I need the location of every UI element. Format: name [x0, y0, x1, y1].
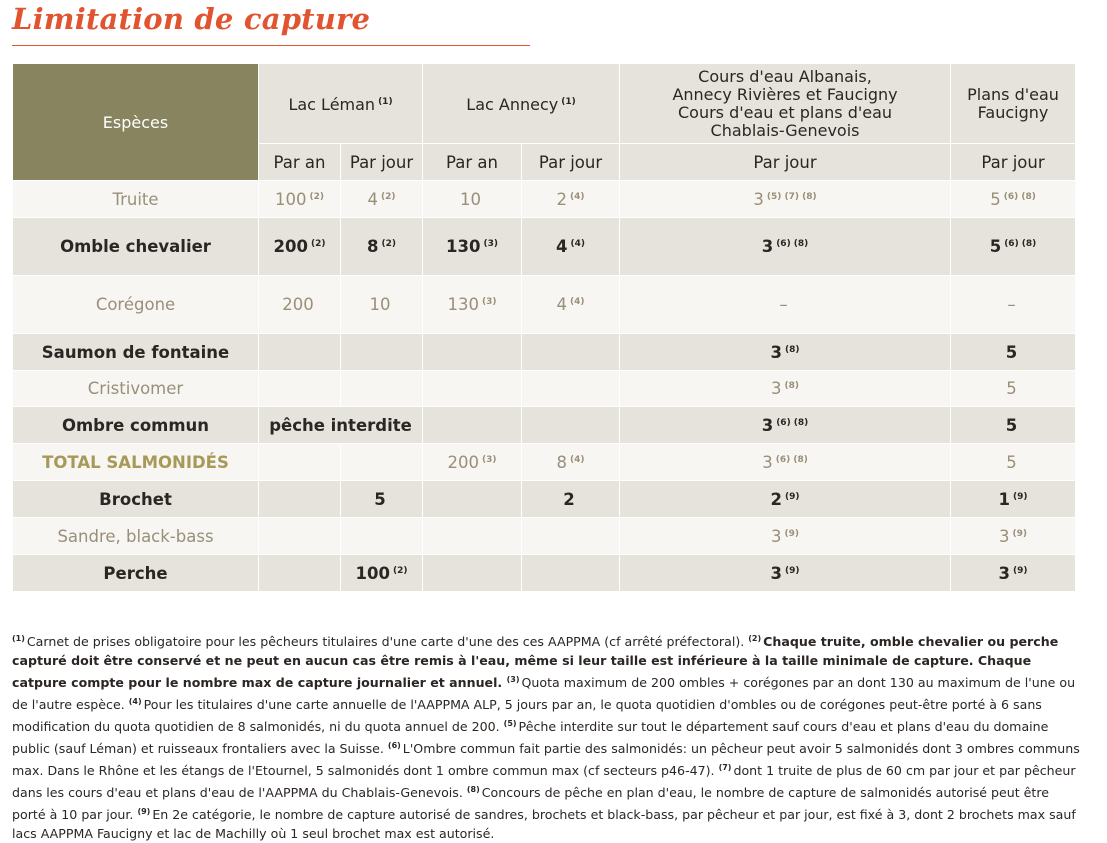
value-cell: [522, 371, 620, 407]
value-cell: [341, 518, 423, 555]
species-cell: Sandre, black-bass: [13, 518, 259, 555]
value-cell: 200: [259, 276, 341, 334]
value-cell: 3 $^{(9)}$: [620, 518, 951, 555]
value-cell: [423, 407, 522, 444]
group-header-plans-eau-faucigny: Plans d'eau Faucigny: [951, 64, 1076, 144]
value-cell: 3 $^{(6) (8)}$: [620, 444, 951, 481]
species-cell: Perche: [13, 555, 259, 592]
species-cell: Truite: [13, 181, 259, 218]
subheader-par-an: Par an: [259, 144, 341, 181]
species-cell: Ombre commun: [13, 407, 259, 444]
value-cell: 2: [522, 481, 620, 518]
value-cell: –: [951, 276, 1076, 334]
value-cell: 5 $^{(6) (8)}$: [951, 181, 1076, 218]
value-cell: 8 $^{(4)}$: [522, 444, 620, 481]
table-row: [13, 218, 1076, 276]
value-cell: 100 $^{(2)}$: [341, 555, 423, 592]
species-cell: TOTAL SALMONIDÉS: [13, 444, 259, 481]
value-cell: [259, 555, 341, 592]
title-underline: [12, 45, 530, 46]
value-cell: [522, 407, 620, 444]
table-row: [13, 371, 1076, 407]
footnote: $^{(9)}$ En 2e catégorie, le nombre de capture autorisé de sandres, brochets et black-bass, par pêcheur et par jour, est fixé à 3, dont 2 brochets max sauf lacs AAPPMA Faucigny et lac de Machilly où 1 seul brochet max est autorisé.: [12, 807, 1076, 841]
group-header-lac-annecy: Lac Annecy $^{(1)}$: [423, 64, 620, 144]
value-cell: [259, 518, 341, 555]
value-cell: [259, 481, 341, 518]
value-cell: 3 $^{(5) (7) (8)}$: [620, 181, 951, 218]
subheader-par-jour: Par jour: [341, 144, 423, 181]
footnote: $^{(1)}$ Carnet de prises obligatoire pour les pêcheurs titulaires d'une carte d'une des ces AAPPMA (cf arrêté préfectoral).: [12, 634, 745, 649]
value-cell: [259, 334, 341, 371]
value-cell: 200 $^{(3)}$: [423, 444, 522, 481]
value-cell: [423, 481, 522, 518]
value-cell: [522, 518, 620, 555]
value-cell: [423, 334, 522, 371]
species-cell: Corégone: [13, 276, 259, 334]
table-row: [13, 407, 1076, 444]
table-row: [13, 555, 1076, 592]
species-cell: Omble chevalier: [13, 218, 259, 276]
value-cell: [341, 444, 423, 481]
value-cell: 10: [423, 181, 522, 218]
table-row: [13, 276, 1076, 334]
value-cell: 5: [951, 371, 1076, 407]
value-cell: 3 $^{(6) (8)}$: [620, 407, 951, 444]
footnotes: [12, 629, 1080, 843]
footnote: $^{(8)}$ Concours de pêche en plan d'eau, le nombre de capture de salmonidés autorisé peut être porté à 10 par jour.: [12, 785, 1050, 822]
value-cell: 3 $^{(6) (8)}$: [620, 218, 951, 276]
subheader-par-jour: Par jour: [522, 144, 620, 181]
table-row: [13, 481, 1076, 518]
capture-limits-table: [12, 63, 1076, 592]
value-cell: 3 $^{(9)}$: [620, 555, 951, 592]
species-cell: Brochet: [13, 481, 259, 518]
subheader-par-an: Par an: [423, 144, 522, 181]
footnote: $^{(5)}$ Pêche interdite sur tout le département sauf cours d'eau et plans d'eau du domaine public (sauf Léman) et ruisseaux frontaliers avec la Suisse.: [12, 719, 1049, 756]
value-cell: 100 $^{(2)}$: [259, 181, 341, 218]
value-cell: 3 $^{(9)}$: [951, 518, 1076, 555]
species-cell: Saumon de fontaine: [13, 334, 259, 371]
table-row: [13, 334, 1076, 371]
value-cell: 1 $^{(9)}$: [951, 481, 1076, 518]
value-cell: [522, 555, 620, 592]
value-cell: [259, 444, 341, 481]
value-cell: 3 $^{(8)}$: [620, 371, 951, 407]
value-cell: 4 $^{(4)}$: [522, 276, 620, 334]
value-cell: 5: [951, 444, 1076, 481]
value-cell: 4 $^{(2)}$: [341, 181, 423, 218]
value-cell: 5: [951, 407, 1076, 444]
table-row: [13, 181, 1076, 218]
value-cell: 130 $^{(3)}$: [423, 276, 522, 334]
value-cell: 5: [341, 481, 423, 518]
species-cell: Cristivomer: [13, 371, 259, 407]
value-cell: [423, 555, 522, 592]
value-cell: 4 $^{(4)}$: [522, 218, 620, 276]
value-cell: [341, 371, 423, 407]
footnote: $^{(6)}$ L'Ombre commun fait partie des salmonidés: un pêcheur peut avoir 5 salmonidés dont 3 ombres communs max. Dans le Rhône et les étangs de l'Etournel, 5 salmonidés dont 1 ombre commun max (cf secteurs p46-47).: [12, 741, 1080, 778]
species-header: Espèces: [13, 64, 259, 181]
value-cell: [259, 371, 341, 407]
value-cell: 8 $^{(2)}$: [341, 218, 423, 276]
subheader-par-jour: Par jour: [951, 144, 1076, 181]
value-cell: 5: [951, 334, 1076, 371]
value-cell: 3 $^{(8)}$: [620, 334, 951, 371]
value-cell: pêche interdite: [259, 407, 423, 444]
footnote: $^{(7)}$ dont 1 truite de plus de 60 cm par jour et par pêcheur dans les cours d'eau et plans d'eau de l'AAPPMA du Chablais-Genevois.: [12, 763, 1076, 800]
group-header-cours-eau: Cours d'eau Albanais, Annecy Rivières et Faucigny Cours d'eau et plans d'eau Chablais-Genevois: [620, 64, 951, 144]
value-cell: 130 $^{(3)}$: [423, 218, 522, 276]
value-cell: 10: [341, 276, 423, 334]
footnote: $^{(4)}$ Pour les titulaires d'une carte annuelle de l'AAPPMA ALP, 5 jours par an, le quota quotidien d'ombles ou de corégones peut-être porté à 6 sans modification du quota quotidien de 8 salmonidés, ni du quota annuel de 200.: [12, 697, 1042, 734]
footnote: $^{(3)}$ Quota maximum de 200 ombles + corégones par an dont 130 au maximum de l'une ou de l'autre espèce.: [12, 675, 1076, 712]
value-cell: 3 $^{(9)}$: [951, 555, 1076, 592]
value-cell: 2 $^{(9)}$: [620, 481, 951, 518]
group-header-lac-leman: Lac Léman $^{(1)}$: [259, 64, 423, 144]
table-row: [13, 444, 1076, 481]
value-cell: [423, 371, 522, 407]
value-cell: 200 $^{(2)}$: [259, 218, 341, 276]
value-cell: [522, 334, 620, 371]
footnote: $^{(2)}$ Chaque truite, omble chevalier ou perche capturé doit être conservé et ne peut en aucun cas être remis à l'eau, même si leur taille est inférieure à la taille minimale de capture. Chaque catpure compte pour le nombre max de capture journalier et annuel.: [12, 634, 1059, 690]
value-cell: –: [620, 276, 951, 334]
value-cell: 2 $^{(4)}$: [522, 181, 620, 218]
table-row: [13, 518, 1076, 555]
subheader-par-jour: Par jour: [620, 144, 951, 181]
value-cell: 5 $^{(6) (8)}$: [951, 218, 1076, 276]
page-title: Limitation de capture: [12, 2, 371, 36]
value-cell: [423, 518, 522, 555]
value-cell: [341, 334, 423, 371]
